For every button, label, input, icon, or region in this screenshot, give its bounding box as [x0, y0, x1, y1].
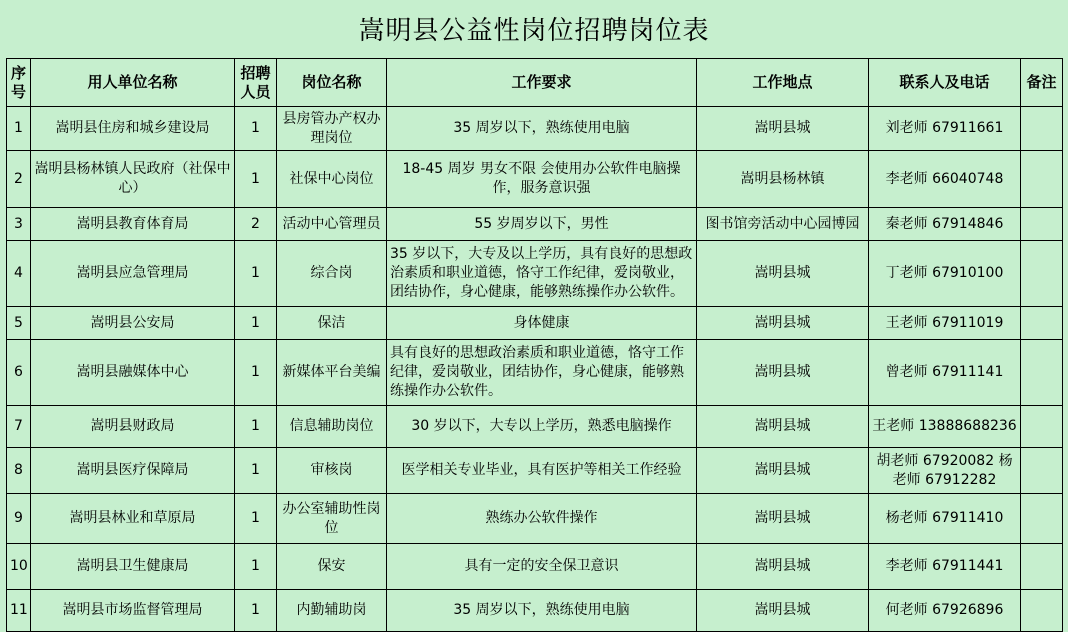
cell-post: 审核岗: [277, 448, 387, 494]
table-row: [7, 307, 1063, 340]
header-count: 招聘人员: [235, 59, 277, 107]
cell-count: 1: [235, 590, 277, 632]
cell-contact: 李老师 67911441: [869, 544, 1021, 590]
cell-unit: 嵩明县教育体育局: [31, 208, 235, 241]
cell-post: 内勤辅助岗: [277, 590, 387, 632]
cell-unit: 嵩明县应急管理局: [31, 241, 235, 307]
cell-place: 嵩明县城: [697, 307, 869, 340]
cell-requirements: 熟练办公软件操作: [387, 494, 697, 544]
cell-count: 1: [235, 241, 277, 307]
spreadsheet: [6, 0, 1062, 624]
header-unit: 用人单位名称: [31, 59, 235, 107]
cell-count: 1: [235, 107, 277, 151]
cell-no: 9: [7, 494, 31, 544]
cell-unit: 嵩明县医疗保障局: [31, 448, 235, 494]
cell-unit: 嵩明县财政局: [31, 406, 235, 448]
cell-place: 嵩明县城: [697, 241, 869, 307]
header-row: [7, 59, 1063, 107]
cell-unit: 嵩明县融媒体中心: [31, 340, 235, 406]
cell-post: 保洁: [277, 307, 387, 340]
table-row: [7, 241, 1063, 307]
cell-place: 嵩明县城: [697, 448, 869, 494]
cell-requirements: 身体健康: [387, 307, 697, 340]
cell-count: 1: [235, 307, 277, 340]
cell-place: 嵩明县城: [697, 494, 869, 544]
cell-remark: [1021, 406, 1063, 448]
cell-remark: [1021, 241, 1063, 307]
cell-unit: 嵩明县市场监督管理局: [31, 590, 235, 632]
table-row: [7, 406, 1063, 448]
cell-remark: [1021, 340, 1063, 406]
cell-contact: 李老师 66040748: [869, 151, 1021, 208]
table-row: [7, 208, 1063, 241]
cell-requirements: 具有良好的思想政治素质和职业道德，恪守工作纪律，爱岗敬业，团结协作，身心健康，能够熟练操作办公软件。: [387, 340, 697, 406]
cell-post: 办公室辅助性岗位: [277, 494, 387, 544]
cell-remark: [1021, 151, 1063, 208]
header-remark: 备注: [1021, 59, 1063, 107]
header-requirements: 工作要求: [387, 59, 697, 107]
cell-post: 新媒体平台美编: [277, 340, 387, 406]
cell-place: 嵩明县城: [697, 544, 869, 590]
cell-no: 5: [7, 307, 31, 340]
cell-no: 8: [7, 448, 31, 494]
cell-count: 1: [235, 494, 277, 544]
table-row: [7, 340, 1063, 406]
table-row: [7, 448, 1063, 494]
cell-contact: 曾老师 67911141: [869, 340, 1021, 406]
cell-requirements: 医学相关专业毕业，具有医护等相关工作经验: [387, 448, 697, 494]
cell-remark: [1021, 208, 1063, 241]
cell-no: 1: [7, 107, 31, 151]
cell-requirements: 55 岁周岁以下，男性: [387, 208, 697, 241]
cell-place: 嵩明县城: [697, 590, 869, 632]
cell-place: 嵩明县城: [697, 107, 869, 151]
table-row: [7, 494, 1063, 544]
cell-count: 1: [235, 544, 277, 590]
cell-unit: 嵩明县杨林镇人民政府（社保中心）: [31, 151, 235, 208]
table-row: [7, 544, 1063, 590]
cell-remark: [1021, 544, 1063, 590]
table-row: [7, 151, 1063, 208]
cell-unit: 嵩明县公安局: [31, 307, 235, 340]
cell-contact: 胡老师 67920082 杨老师 67912282: [869, 448, 1021, 494]
cell-place: 嵩明县城: [697, 406, 869, 448]
cell-contact: 秦老师 67914846: [869, 208, 1021, 241]
cell-no: 7: [7, 406, 31, 448]
cell-contact: 刘老师 67911661: [869, 107, 1021, 151]
cell-place: 嵩明县城: [697, 340, 869, 406]
cell-no: 11: [7, 590, 31, 632]
cell-post: 信息辅助岗位: [277, 406, 387, 448]
cell-requirements: 35 周岁以下，熟练使用电脑: [387, 590, 697, 632]
recruitment-table: [6, 58, 1063, 632]
cell-count: 1: [235, 151, 277, 208]
cell-no: 10: [7, 544, 31, 590]
table-row: [7, 590, 1063, 632]
cell-contact: 王老师 67911019: [869, 307, 1021, 340]
cell-count: 1: [235, 340, 277, 406]
cell-post: 活动中心管理员: [277, 208, 387, 241]
header-post: 岗位名称: [277, 59, 387, 107]
cell-place: 图书馆旁活动中心园博园: [697, 208, 869, 241]
cell-requirements: 35 周岁以下，熟练使用电脑: [387, 107, 697, 151]
cell-contact: 杨老师 67911410: [869, 494, 1021, 544]
cell-no: 4: [7, 241, 31, 307]
cell-place: 嵩明县杨林镇: [697, 151, 869, 208]
table-body: [7, 107, 1063, 632]
table-row: [7, 107, 1063, 151]
header-no: 序号: [7, 59, 31, 107]
cell-remark: [1021, 307, 1063, 340]
cell-contact: 王老师 13888688236: [869, 406, 1021, 448]
cell-no: 2: [7, 151, 31, 208]
cell-count: 1: [235, 406, 277, 448]
cell-count: 1: [235, 448, 277, 494]
cell-remark: [1021, 107, 1063, 151]
cell-requirements: 具有一定的安全保卫意识: [387, 544, 697, 590]
cell-no: 6: [7, 340, 31, 406]
cell-unit: 嵩明县卫生健康局: [31, 544, 235, 590]
cell-remark: [1021, 448, 1063, 494]
cell-no: 3: [7, 208, 31, 241]
cell-post: 县房管办产权办理岗位: [277, 107, 387, 151]
cell-post: 社保中心岗位: [277, 151, 387, 208]
cell-remark: [1021, 590, 1063, 632]
cell-contact: 何老师 67926896: [869, 590, 1021, 632]
cell-post: 综合岗: [277, 241, 387, 307]
cell-unit: 嵩明县林业和草原局: [31, 494, 235, 544]
header-place: 工作地点: [697, 59, 869, 107]
header-contact: 联系人及电话: [869, 59, 1021, 107]
cell-requirements: 18-45 周岁 男女不限 会使用办公软件电脑操作，服务意识强: [387, 151, 697, 208]
cell-requirements: 35 岁以下，大专及以上学历，具有良好的思想政治素质和职业道德，恪守工作纪律，爱岗敬业，团结协作，身心健康，能够熟练操作办公软件。: [387, 241, 697, 307]
cell-count: 2: [235, 208, 277, 241]
cell-contact: 丁老师 67910100: [869, 241, 1021, 307]
page-title: 嵩明县公益性岗位招聘岗位表: [6, 8, 1062, 59]
cell-post: 保安: [277, 544, 387, 590]
cell-unit: 嵩明县住房和城乡建设局: [31, 107, 235, 151]
cell-remark: [1021, 494, 1063, 544]
cell-requirements: 30 岁以下，大专以上学历，熟悉电脑操作: [387, 406, 697, 448]
